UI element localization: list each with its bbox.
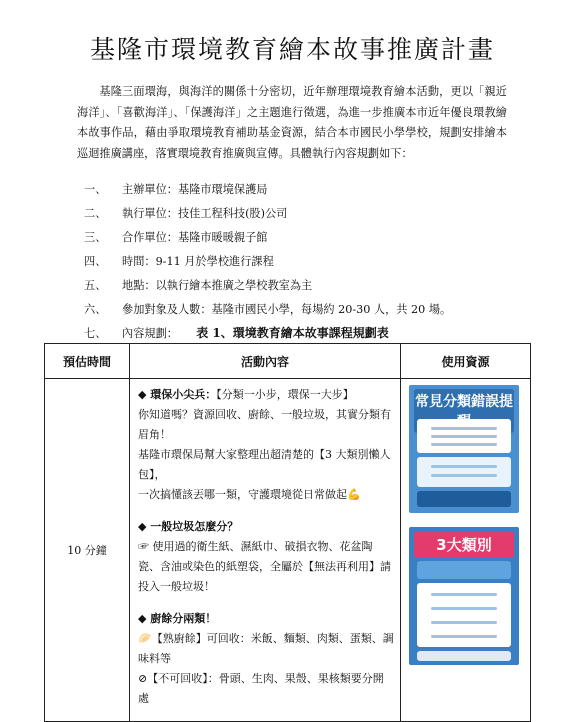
activity-block (138, 517, 394, 597)
block-line: 你知道嗎？資源回收、廚餘、一般垃圾，其實分類有眉角！ (138, 408, 391, 441)
activity-block (138, 609, 394, 709)
poster-footer (417, 491, 511, 507)
block-heading: ◆ 環保小尖兵： (138, 388, 217, 401)
list-item: 二、 執行單位：技佳工程科技(股)公司 (84, 207, 288, 220)
block-heading: ◆ 廚餘分兩類！ (138, 612, 217, 625)
column-header: 活動內容 (130, 344, 401, 379)
block-line: 🥟【熟廚餘】可回收：米飯、麵類、肉類、蛋類、調味料等 (138, 632, 394, 665)
time-cell: 10 分鐘 (45, 379, 130, 722)
poster-panel (417, 457, 511, 487)
activity-block (138, 385, 394, 505)
intro-paragraph: 基隆三面環海，與海洋的關係十分密切，近年辦理環境教育繪本活動，更以「親近海洋」、「喜歡海洋」、「保護海洋」之主題進行徵選，為進一步推廣本市近年優良環教繪本故事作品，藉由爭取環境教育補助基金資源，結合本市國民小學學校，規劃安排繪本巡迴推廣講座，落實環境教育推廣與宣傳。具體執行內容規劃如下： (77, 85, 507, 160)
course-plan-table (44, 343, 531, 722)
block-heading: ◆ 一般垃圾怎麼分？ (138, 520, 239, 533)
block-line: 一次搞懂該丟哪一類，守護環境從日常做起💪 (138, 488, 361, 501)
poster-panel (417, 583, 511, 647)
sorting-errors-poster (409, 385, 519, 513)
poster-footer (417, 651, 511, 661)
table-caption: 表 1、環境教育繪本故事課程規劃表 (196, 326, 389, 340)
list-item: 五、 地點：以執行繪本推廣之學校教室為主 (84, 279, 313, 292)
list-item: 六、 參加對象及人數：基隆市國民小學，每場約 20-30 人，共 20 場。 (84, 303, 452, 316)
column-header: 使用資源 (401, 344, 531, 379)
table-row (45, 379, 531, 722)
block-line: ⊘【不可回收】：骨頭、生肉、果殼、果核類要分開處 (138, 672, 384, 705)
list-item: 一、 主辦單位：基隆市環境保護局 (84, 183, 268, 196)
activity-content-cell (130, 379, 401, 722)
table-header-row (45, 344, 531, 379)
list-item: 三、 合作單位：基隆市暖暖親子館 (84, 231, 268, 244)
document-title: 基隆市環境教育繪本故事推廣計畫 (89, 35, 495, 64)
list-item: 七、 內容規劃： (84, 327, 178, 340)
block-line: 基隆市環保局幫大家整理出超清楚的【3 大類別懶人包】， (138, 448, 391, 481)
poster-title: 3大類別 (414, 531, 514, 558)
block-line: ☞ 使用過的衛生紙、濕紙巾、破損衣物、花盆陶瓷、含油或染色的紙塑袋，全屬於【無法再利用】請投入一般垃圾！ (138, 540, 391, 593)
poster-panel (417, 561, 511, 579)
poster-panel (417, 419, 511, 453)
block-heading-rest: 【分類一小步，環保一大步】 (216, 388, 354, 401)
column-header: 預估時間 (45, 344, 130, 379)
three-categories-poster (409, 527, 519, 665)
poster-title: 常見分類錯誤提 (414, 389, 514, 433)
resources-cell (401, 379, 531, 722)
list-item: 四、 時間：9-11 月於學校進行課程 (84, 255, 274, 268)
